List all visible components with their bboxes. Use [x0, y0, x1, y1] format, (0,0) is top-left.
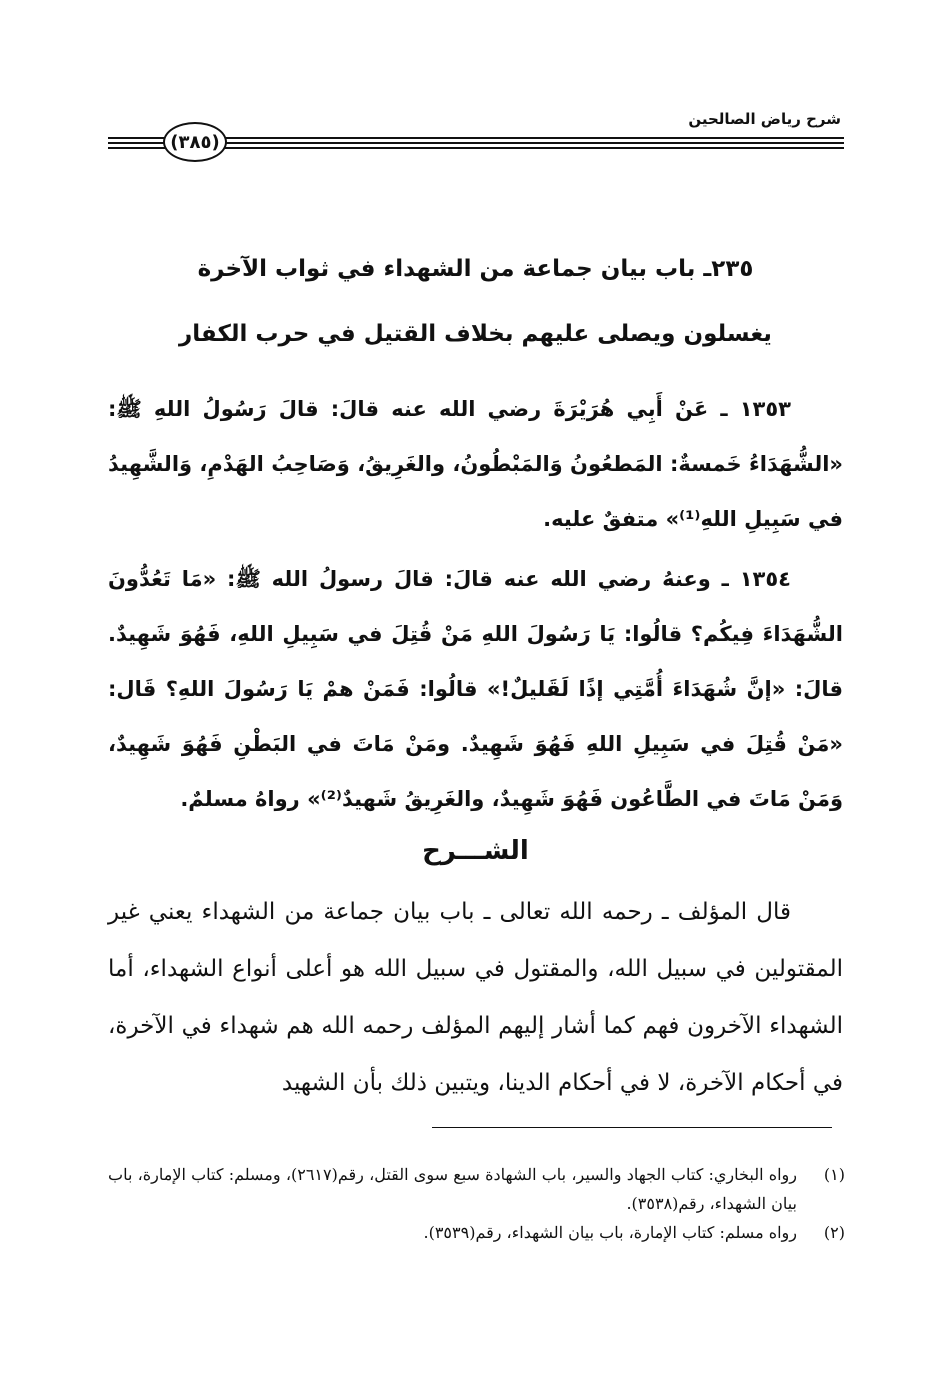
header-rule-left-mid [108, 142, 168, 144]
footnote-2 [108, 1218, 845, 1247]
header-rule-right-bottom [222, 147, 844, 149]
page-number: (٣٨٥) [170, 131, 220, 153]
footnote-2-text: رواه مسلم: كتاب الإمارة، باب بيان الشهداء، رقم(٣٥٣٩). [423, 1223, 797, 1242]
chapter-heading-line-2: يغسلون ويصلى عليهم بخلاف القتيل في حرب الكفار [179, 321, 772, 347]
footnote-1-marker: (١) [823, 1165, 845, 1184]
header-rule-left-bottom [108, 147, 168, 149]
header-rule-right-top [222, 137, 844, 139]
chapter-heading-line-1: ٢٣٥ـ باب بيان جماعة من الشهداء في ثواب الآخرة [197, 256, 754, 282]
commentary-text: قال المؤلف ـ رحمه الله تعالى ـ باب بيان جماعة من الشهداء يعني غير المقتولين في سبيل الله، والمقتول في سبيل الله هو أعلى أنواع الشهداء، أما الشهداء الآخرون فهم كما أشار إليهم المؤلف رحمه الله هم شهداء في الآخرة، في أحكام الآخرة، لا في أحكام الدينا، ويتبين ذلك بأن الشهيد [108, 899, 843, 1096]
hadith-1354: ١٣٥٤ ـ وعنهُ رضي الله عنه قالَ: قالَ رسولُ الله ﷺ: «مَا تَعُدُّونَ الشُّهَدَاءَ فِيكُم؟ قالُوا: يَا رَسُولَ اللهِ مَنْ قُتِلَ في سَبِيلِ اللهِ، فَهُوَ شَهِيدٌ. قالَ: «إنَّ شُهَدَاءَ أُمَّتِي إذًا لَقَليلٌ!» قالُوا: فَمَنْ همْ يَا رَسُولَ اللهِ؟ قَال: «مَنْ قُتِلَ في سَبِيلِ اللهِ فَهُوَ شَهِيدٌ. ومَنْ مَاتَ في البَطْنِ فَهُوَ شَهِيدٌ، وَمَنْ مَاتَ في الطَّاعُون فَهُوَ شَهِيدٌ، والغَرِيقُ شَهيدٌ⁽²⁾» رواهُ مسلمٌ. [108, 567, 843, 811]
footnotes [108, 1160, 845, 1247]
footnote-2-marker: (٢) [823, 1223, 845, 1242]
running-title: شرح رياض الصالحين [688, 110, 841, 128]
footnote-divider [432, 1127, 832, 1128]
page-number-badge [163, 122, 227, 162]
commentary-heading: الشـــرح [422, 836, 529, 866]
header-rule-right-mid [222, 142, 844, 144]
hadith-1353: ١٣٥٣ ـ عَنْ أَبِي هُرَيْرَةَ رضي الله عنه قالَ: قالَ رَسُولُ اللهِ ﷺ: «الشُّهَدَاءُ خَمسةٌ: المَطعُونُ وَالمَبْطُونُ، والغَرِيقُ، وَصَاحِبُ الهَدْمِ، وَالشَّهِيدُ في سَبِيلِ اللهِ⁽¹⁾» متفقٌ عليه. [108, 397, 843, 531]
footnote-1-text: رواه البخاري: كتاب الجهاد والسير، باب الشهادة سبع سوى القتل، رقم(٢٦١٧)، ومسلم: كتاب الإمارة، باب بيان الشهداء، رقم(٣٥٣٨). [108, 1165, 797, 1213]
header-rule-left-top [108, 137, 168, 139]
footnote-1 [108, 1160, 845, 1218]
